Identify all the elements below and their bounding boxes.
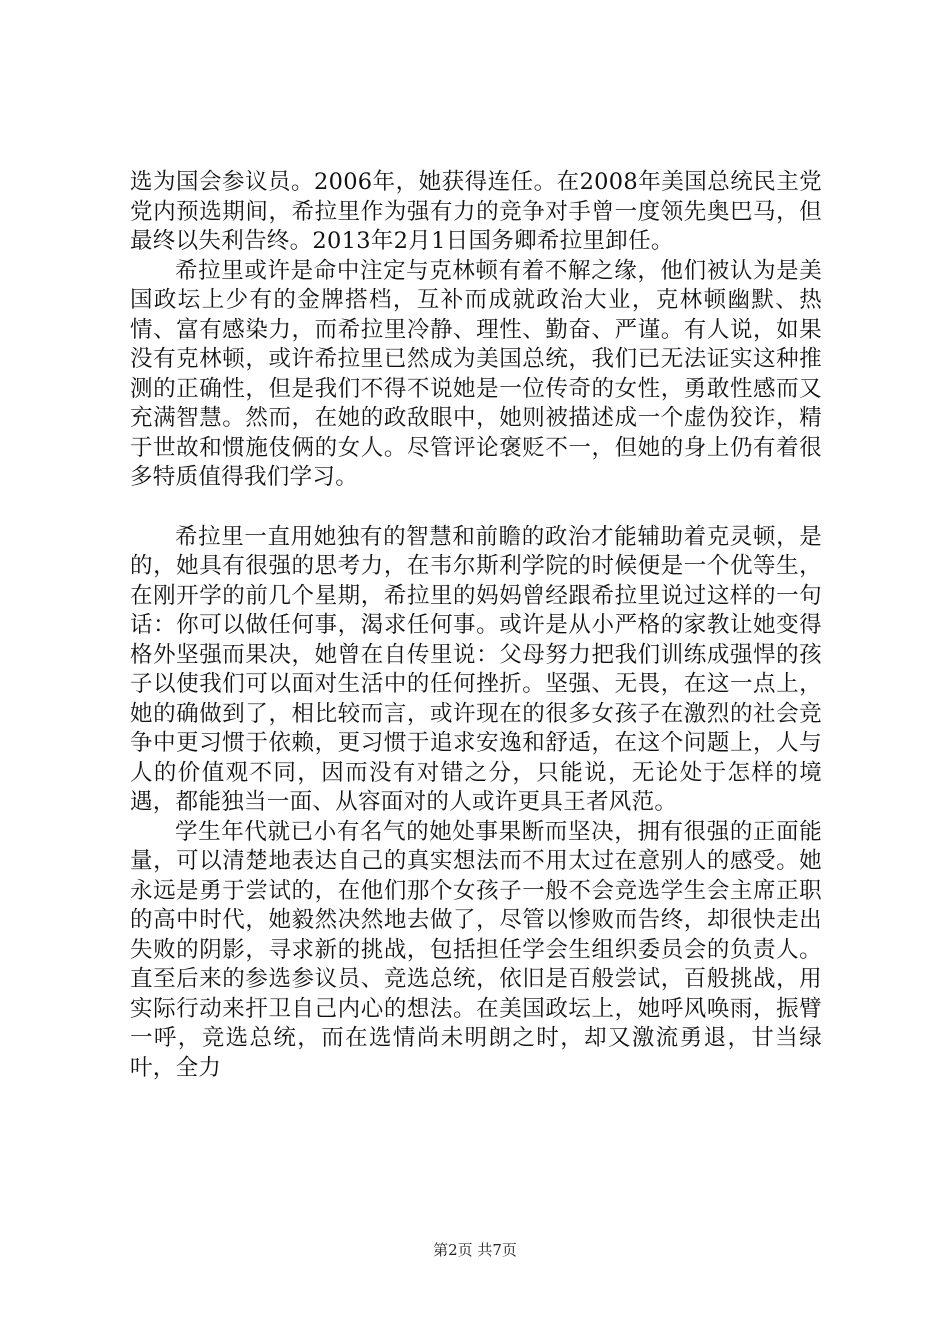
document-body [130, 168, 822, 1083]
paragraph-2: 希拉里或许是命中注定与克林顿有着不解之缘，他们被认为是美国政坛上少有的金牌搭档，互补而成就政治大业，克林顿幽默、热情、富有感染力，而希拉里冷静、理性、勤奋、严谨。有人说，如果没有克林顿，或许希拉里已然成为美国总统，我们已无法证实这种推测的正确性，但是我们不得不说她是一位传奇的女性，勇敢性感而又充满智慧。然而，在她的政敌眼中，她则被描述成一个虚伪狡诈，精于世故和惯施伎俩的女人。尽管评论褒贬不一，但她的身上仍有着很多特质值得我们学习。 [130, 257, 822, 490]
paragraph-3: 希拉里一直用她独有的智慧和前瞻的政治才能辅助着克灵顿，是的，她具有很强的思考力，在韦尔斯利学院的时候便是一个优等生，在刚开学的前几个星期，希拉里的妈妈曾经跟希拉里说过这样的一句话：你可以做任何事，渴求任何事。或许是从小严格的家教让她变得格外坚强而果决，她曾在自传里说：父母努力把我们训练成强悍的孩子以使我们可以面对生活中的任何挫折。坚强、无畏，在这一点上，她的确做到了，相比较而言，或许现在的很多女孩子在激烈的社会竞争中更习惯于依赖，更习惯于追求安逸和舒适，在这个问题上，人与人的价值观不同，因而没有对错之分，只能说，无论处于怎样的境遇，都能独当一面、从容面对的人或许更具王者风范。 [130, 523, 822, 815]
paragraph-spacer [130, 493, 822, 523]
paragraph-4: 学生年代就已小有名气的她处事果断而坚决，拥有很强的正面能量，可以清楚地表达自己的真实想法而不用太过在意别人的感受。她永远是勇于尝试的，在他们那个女孩子一般不会竞选学生会主席正职的高中时代，她毅然决然地去做了，尽管以惨败而告终，却很快走出失败的阴影，寻求新的挑战，包括担任学会生组织委员会的负责人。直至后来的参选参议员、竞选总统，依旧是百般尝试，百般挑战，用实际行动来扞卫自己内心的想法。在美国政坛上，她呼风唤雨，振臂一呼，竞选总统，而在选情尚未明朗之时，却又激流勇退，甘当绿叶，全力 [130, 818, 822, 1081]
paragraph-1: 选为国会参议员。2006年，她获得连任。在2008年美国总统民主党党内预选期间，希拉里作为强有力的竞争对手曾一度领先奥巴马，但最终以失利告终。2013年2月1日国务卿希拉里卸任。 [130, 169, 822, 254]
page-number-footer: 第2页 共7页 [433, 1241, 517, 1259]
